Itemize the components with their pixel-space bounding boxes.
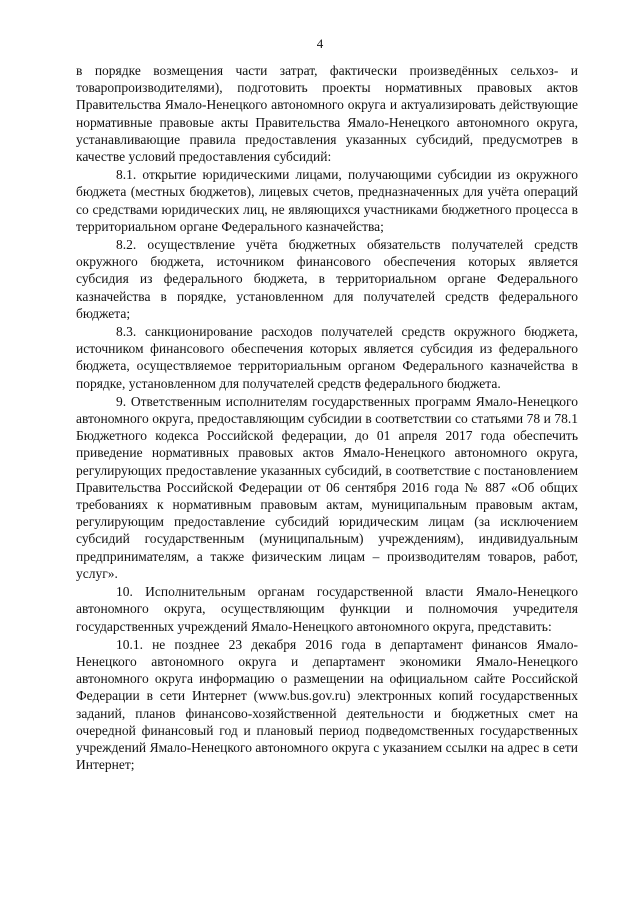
document-body <box>76 62 578 773</box>
paragraph-8-3: 8.3. санкционирование расходов получателей средств окружного бюджета, источником финансового обеспечения которых является субсидия из федерального бюджета, осуществляемое территориальным органом Федерального казначейства в порядке, установленном для получателей средств федерального бюджета. <box>76 324 578 391</box>
paragraph-8-2: 8.2. осуществление учёта бюджетных обязательств получателей средств окружного бюджета, источником финансового обеспечения которых является субсидия из федерального бюджета, в территориальном органе Федерального казначейства в порядке, установленном для получателей средств федерального бюджета; <box>76 237 578 321</box>
page-number: 4 <box>316 36 324 51</box>
paragraph-10: 10. Исполнительным органам государственной власти Ямало-Ненецкого автономного округа, осуществляющим функции и полномочия учредителя государственных учреждений Ямало-Ненецкого автономного округа, представить: <box>76 584 578 634</box>
paragraph-continuation: в порядке возмещения части затрат, фактически произведённых сельхоз- и товаропроизводителями), подготовить проекты нормативных правовых актов Правительства Ямало-Ненецкого автономного округа и актуализировать действующие нормативные правовые акты Правительства Ямало-Ненецкого автономного округа, устанавливающие правила предоставления указанных субсидий, предусмотрев в качестве условий предоставления субсидий: <box>76 63 578 165</box>
paragraph-9: 9. Ответственным исполнителям государственных программ Ямало-Ненецкого автономного округа, предоставляющим субсидии в соответствии со статьями 78 и 78.1 Бюджетного кодекса Российской федерации, до 01 апреля 2017 года обеспечить приведение нормативных правовых актов Ямало-Ненецкого автономного округа, регулирующих предоставление указанных субсидий, в соответствие с постановлением Правительства Российской Федерации от 06 сентября 2016 года № 887 «Об общих требованиях к нормативным правовым актам, муниципальным правовым актам, регулирующим предоставление субсидий юридическим лицам (за исключением субсидий государственным (муниципальным) учреждениям), индивидуальным предпринимателям, а также физическим лицам – производителям товаров, работ, услуг». <box>76 393 578 581</box>
paragraph-10-1: 10.1. не позднее 23 декабря 2016 года в департамент финансов Ямало-Ненецкого автономного округа и департамент экономики Ямало-Ненецкого автономного округа информацию о размещении на официальном сайте Российской Федерации в сети Интернет (www.bus.gov.ru) электронных копий государственных заданий, планов финансово-хозяйственной деятельности и бюджетных смет на очередной финансовый год и плановый период подведомственных государственных учреждений Ямало-Ненецкого автономного округа с указанием ссылки на адрес в сети Интернет; <box>76 636 578 773</box>
paragraph-8-1: 8.1. открытие юридическими лицами, получающими субсидии из окружного бюджета (местных бюджетов), лицевых счетов, предназначенных для учёта операций со средствами юридических лиц, не являющихся участниками бюджетного процесса в территориальном органе Федерального казначейства; <box>76 167 578 234</box>
